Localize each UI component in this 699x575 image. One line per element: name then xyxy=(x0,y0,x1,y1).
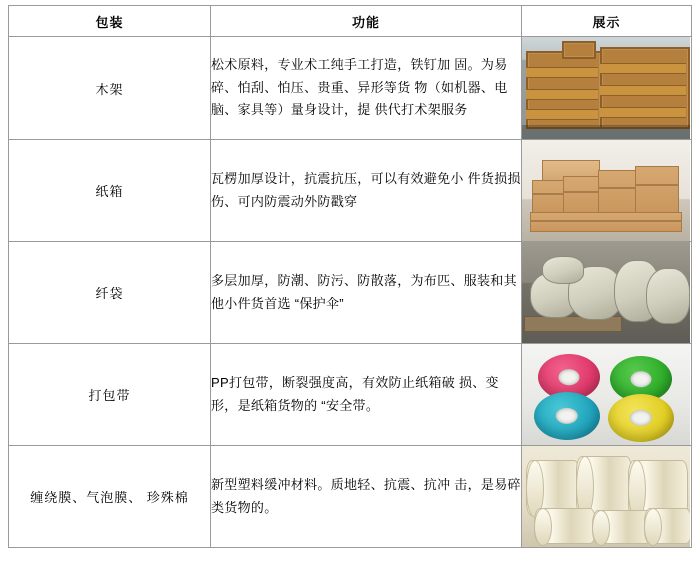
table-row xyxy=(9,344,692,446)
package-name-strapping: 打包带 xyxy=(9,344,211,446)
column-header-package: 包装 xyxy=(9,6,211,37)
table-header xyxy=(9,6,692,37)
table-header-row xyxy=(9,6,692,37)
table-row xyxy=(9,446,692,548)
table-row xyxy=(9,37,692,140)
package-name-wood: 木架 xyxy=(9,37,211,140)
column-header-display: 展示 xyxy=(522,6,692,37)
package-display-woven-bag xyxy=(522,242,692,344)
carton-box-photo xyxy=(522,140,690,241)
strapping-coil-photo xyxy=(522,344,690,445)
wooden-crate-photo xyxy=(522,37,690,139)
column-header-function: 功能 xyxy=(211,6,522,37)
package-display-carton xyxy=(522,140,692,242)
package-function-strapping: PP打包带，断裂强度高，有效防止纸箱破 损、变形，是纸箱货物的 “安全带。 xyxy=(211,344,522,446)
package-function-film: 新型塑料缓冲材料。质地轻、抗震、抗冲 击，是易碎类货物的。 xyxy=(211,446,522,548)
package-name-woven-bag: 纤袋 xyxy=(9,242,211,344)
woven-bag-photo xyxy=(522,242,690,343)
package-display-film xyxy=(522,446,692,548)
package-function-woven-bag: 多层加厚，防潮、防污、防散落，为布匹、服装和其他小件货首选 “保护伞” xyxy=(211,242,522,344)
table-row xyxy=(9,242,692,344)
package-display-wood xyxy=(522,37,692,140)
package-function-carton: 瓦楞加厚设计，抗震抗压，可以有效避免小 件货损损伤、可内防震动外防戳穿 xyxy=(211,140,522,242)
package-name-carton: 纸箱 xyxy=(9,140,211,242)
package-display-strapping xyxy=(522,344,692,446)
package-function-wood: 松术原料，专业术工纯手工打造，铁钉加 固。为易碎、怕刮、怕压、贵重、异形等货 物（如机器、电脑、家具等）量身设计，提 供代打术架服务 xyxy=(211,37,522,140)
table-body xyxy=(9,37,692,548)
stretch-film-photo xyxy=(522,446,690,547)
packaging-table xyxy=(8,5,692,548)
package-name-film: 缠绕膜、气泡膜、 珍殊棉 xyxy=(9,446,211,548)
table-row xyxy=(9,140,692,242)
packaging-table-document xyxy=(0,5,699,575)
